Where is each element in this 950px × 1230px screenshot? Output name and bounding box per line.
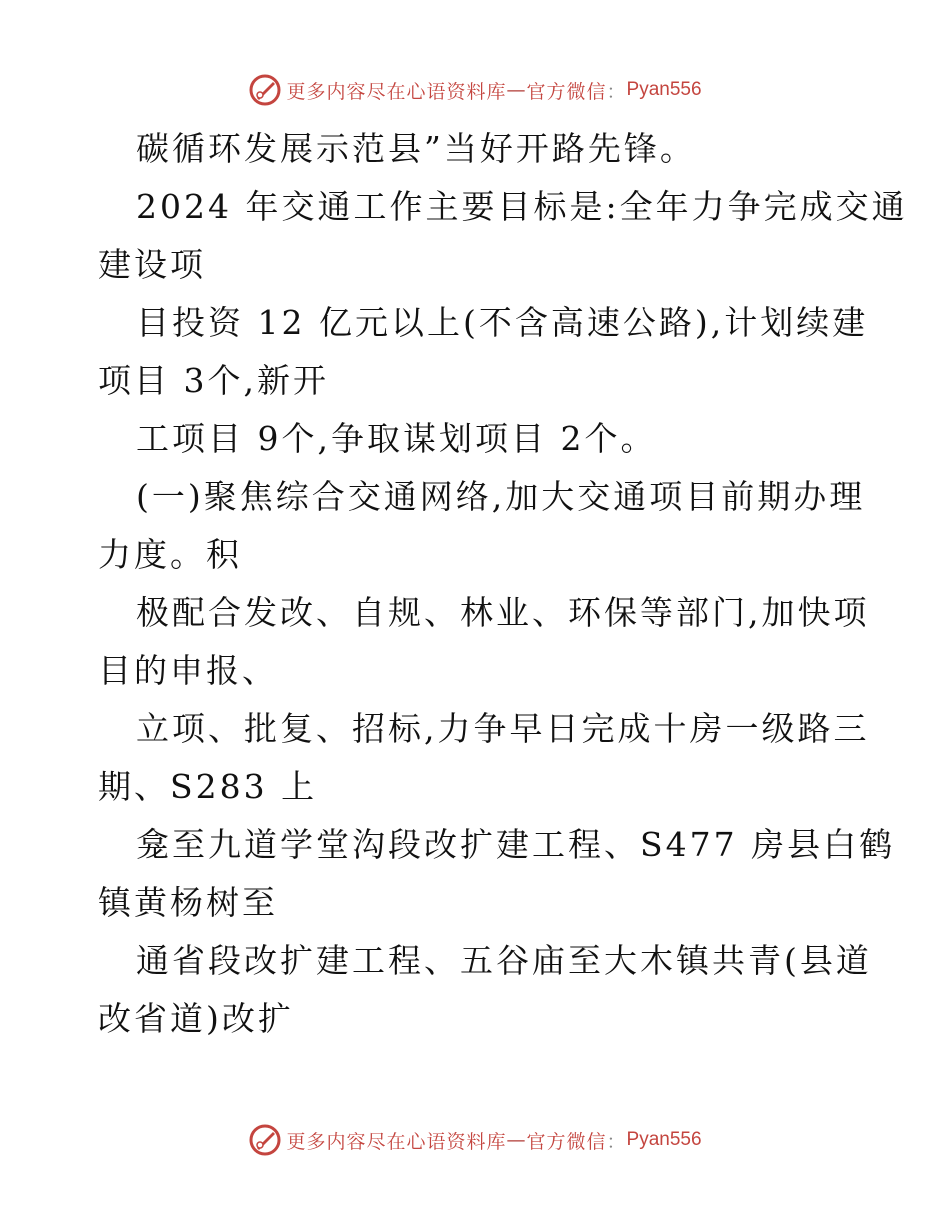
banner-label: 官方微信 [526,80,607,103]
text-line: 镇黄杨树至 [98,883,278,922]
banner-dash: — [506,1129,527,1151]
document-body [98,120,908,1048]
text-line: 期、S283 上 [98,767,318,806]
text-line: 碳循环发展示范县”当好开路先锋。 [136,129,696,168]
banner-label: 官方微信 [526,1130,607,1153]
text-line: 极配合发改、自规、林业、环保等部门,加快项 [136,593,870,632]
text-line: 工项目 9个,争取谋划项目 2个。 [136,419,657,458]
text-line: 龛至九道学堂沟段改扩建工程、S477 房县白鹤 [136,825,896,864]
banner-wechat-id: Pyan556 [626,79,702,100]
banner-text: 更多内容尽在心语资料库 [286,1130,507,1153]
text-line: 改省道)改扩 [98,999,294,1038]
banner-colon: ： [606,80,627,103]
banner-text: 更多内容尽在心语资料库 [286,80,507,103]
footer-banner [0,1120,950,1160]
text-line: 目的申报、 [98,651,278,690]
pen-logo-icon [248,73,282,107]
text-line: 2024 年交通工作主要目标是:全年力争完成交通 [136,187,908,226]
banner-wechat-id: Pyan556 [626,1129,702,1150]
text-line: 建设项 [98,245,206,284]
banner-dash: — [506,79,527,101]
header-banner [0,70,950,110]
text-line: 项目 3个,新开 [98,361,329,400]
pen-logo-icon [248,1123,282,1157]
text-line: 通省段改扩建工程、五谷庙至大木镇共青(县道 [136,941,872,980]
banner-colon: ： [606,1130,627,1153]
text-line: 目投资 12 亿元以上(不含高速公路),计划续建 [136,303,869,342]
text-line: 力度。积 [98,535,242,574]
text-line: (一)聚焦综合交通网络,加大交通项目前期办理 [136,477,866,516]
text-line: 立项、批复、招标,力争早日完成十房一级路三 [136,709,870,748]
